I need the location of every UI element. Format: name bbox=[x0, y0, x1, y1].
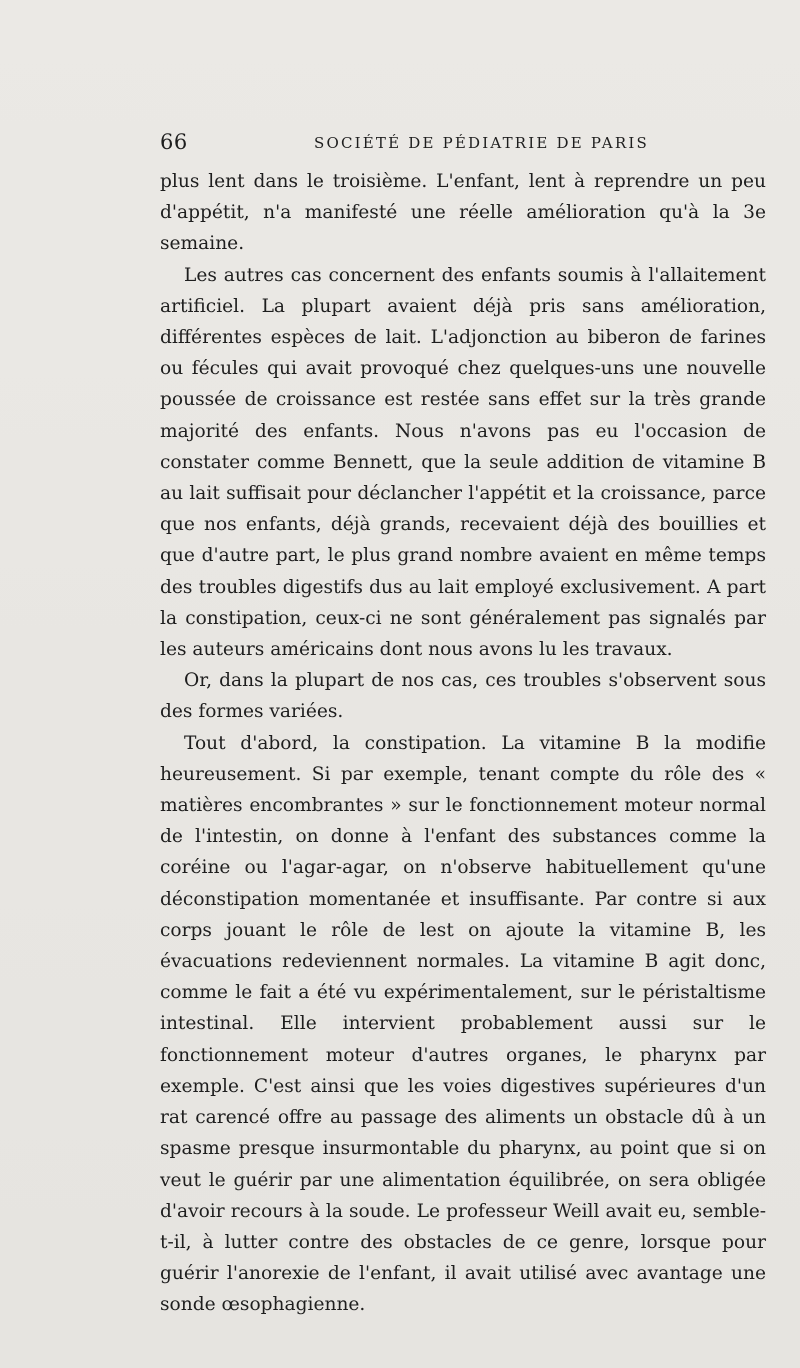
body-text bbox=[160, 166, 766, 1321]
page-number: 66 bbox=[160, 130, 188, 154]
paragraph-3: Or, dans la plupart de nos cas, ces troubles s'observent sous des formes variées. bbox=[160, 670, 766, 723]
paragraph-2: Les autres cas concernent des enfants soumis à l'allaitement artificiel. La plupart avaient déjà pris sans amélioration, différentes espèces de lait. L'adjonction au biberon de farines ou fécules qui avait provoqué chez quelques-uns une nouvelle poussée de croissance est restée sans effet sur la très grande majorité des enfants. Nous n'avons pas eu l'occasion de constater comme Bennett, que la seule addition de vitamine B au lait suffisait pour déclancher l'appétit et la croissance, parce que nos enfants, déjà grands, recevaient déjà des bouillies et que d'autre part, le plus grand nombre avaient en même temps des troubles digestifs dus au lait employé exclusivement. A part la constipation, ceux-ci ne sont généralement pas signalés par les auteurs américains dont nous avons lu les travaux. bbox=[160, 264, 766, 661]
page-header bbox=[160, 130, 780, 156]
paragraph-4: Tout d'abord, la constipation. La vitamine B la modifie heureusement. Si par exemple, tenant compte du rôle des « matières encombrantes » sur le fonctionnement moteur normal de l'intestin, on donne à l'enfant des substances comme la coréine ou l'agar-agar, on n'observe habituellement qu'une déconstipation momentanée et insuffisante. Par contre si aux corps jouant le rôle de lest on ajoute la vitamine B, les évacuations redeviennent normales. La vitamine B agit donc, comme le fait a été vu expérimentalement, sur le péristaltisme intestinal. Elle intervient probablement aussi sur le fonctionnement moteur d'autres organes, le pharynx par exemple. C'est ainsi que les voies digestives supérieures d'un rat carencé offre au passage des aliments un obstacle dû à un spasme presque insurmontable du pharynx, au point que si on veut le guérir par une alimentation équilibrée, on sera obligée d'avoir recours à la soude. Le professeur Weill avait eu, semble-t-il, à lutter contre des obstacles de ce genre, lorsque pour guérir l'anorexie de l'enfant, il avait utilisé avec avantage une sonde œsophagienne. bbox=[160, 732, 766, 1316]
running-title: SOCIÉTÉ DE PÉDIATRIE DE PARIS bbox=[314, 134, 649, 152]
paragraph-1: plus lent dans le troisième. L'enfant, lent à reprendre un peu d'appétit, n'a manifesté une réelle amélioration qu'à la 3e semaine. bbox=[160, 171, 766, 255]
